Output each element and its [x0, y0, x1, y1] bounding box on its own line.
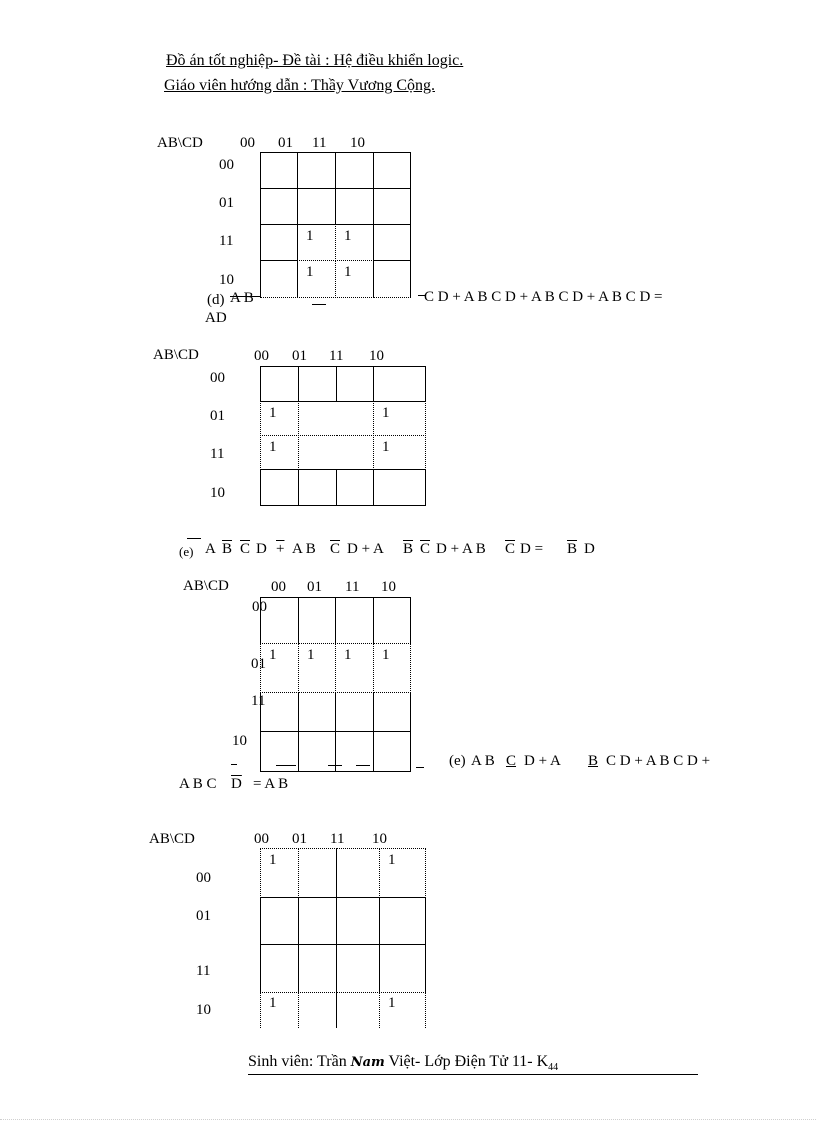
kmap2-cell: [298, 469, 337, 506]
kmap4-cell: [336, 897, 380, 945]
expr-e1-plus: +: [276, 541, 285, 557]
expr-e1-term: D =: [520, 541, 544, 557]
kmap4-row-10: 10: [196, 1002, 211, 1018]
page-bottom-divider: [0, 1119, 816, 1120]
kmap2-cell: [373, 469, 426, 506]
kmap1-cell: [260, 188, 298, 225]
expr-e1-term: $\overline{B}$: [403, 541, 414, 557]
kmap3-cell: 1: [298, 643, 336, 693]
expr-e1-term: D + A B: [436, 541, 486, 557]
kmap1-cell: [297, 152, 336, 189]
kmap4-grid: [260, 848, 426, 1028]
kmap2-col-01: 01: [292, 348, 307, 364]
kmap2-cell: [336, 366, 374, 402]
expr-d-lead: A B: [230, 290, 254, 306]
expr-d-bar: [230, 296, 260, 297]
kmap1-col-10: 10: [350, 135, 365, 151]
expr-e2-bar: [231, 764, 237, 765]
expr-e1-term: D: [256, 541, 267, 557]
kmap1-cell: [373, 188, 411, 225]
kmap1-cell: [260, 224, 298, 261]
doc-header-title: Đồ án tốt nghiệp- Đề tài : Hệ điều khiển logic.: [166, 52, 464, 69]
kmap3-col-00: 00: [271, 579, 286, 595]
expr-e1-term: $\overline{C}$: [240, 541, 251, 557]
kmap3-cell: [373, 692, 411, 732]
kmap4-cell: 1: [260, 848, 299, 898]
kmap4-cell: [336, 992, 380, 1028]
kmap1-cell: 1: [335, 260, 374, 298]
kmap4-cell: [336, 944, 380, 993]
kmap2-cell: 1: [260, 435, 299, 470]
footer-signature: Nam: [350, 1055, 385, 1070]
expr-e1-term: $\overline{C}$: [505, 541, 516, 557]
kmap4-cell: [336, 848, 380, 898]
expr-e2-cont: $\overline{D}$: [231, 776, 242, 792]
kmap1-cell: [335, 152, 374, 189]
expr-e2-part: C D + A B C D +: [606, 753, 711, 769]
kmap3-cell: 1: [373, 643, 411, 693]
kmap1-col-01: 01: [278, 135, 293, 151]
kmap3-col-01: 01: [307, 579, 322, 595]
expr-e2-bar: [276, 765, 296, 766]
kmap3-cell: 1: [335, 643, 374, 693]
kmap4-cell: [298, 944, 337, 993]
kmap3-col-11: 11: [345, 579, 360, 595]
kmap3-row-01: 01: [251, 656, 266, 672]
kmap1-row-00: 00: [219, 157, 234, 173]
kmap1-col-11: 11: [312, 135, 327, 151]
kmap1-cell: 1: [297, 260, 336, 298]
expr-e1-term: $\overline{B}$: [567, 541, 578, 557]
expr-e2-result: = A B: [253, 776, 289, 792]
expr-e1-term: $\overline{C}$: [420, 541, 431, 557]
kmap1-cell: [373, 260, 411, 298]
kmap2-row-01: 01: [210, 408, 225, 424]
kmap2-row-00: 00: [210, 370, 225, 386]
kmap4-col-10: 10: [372, 831, 387, 847]
expr-d-result: AD: [205, 310, 227, 326]
kmap4-col-00: 00: [254, 831, 269, 847]
kmap4-row-11: 11: [196, 963, 211, 979]
kmap1-corner-label: AB\CD: [157, 135, 203, 151]
kmap1-cell: 1: [297, 224, 336, 261]
expr-e2-part: B: [588, 753, 599, 769]
kmap4-cell: [298, 848, 337, 898]
kmap2-cell: [260, 366, 299, 402]
kmap3-cell: [260, 692, 299, 732]
expr-e2-bar: [356, 765, 370, 766]
kmap2-corner-label: AB\CD: [153, 347, 199, 363]
kmap2-cell: [298, 435, 337, 470]
kmap1-cell: [373, 152, 411, 189]
kmap1-cell: [335, 188, 374, 225]
kmap2-grid: [260, 366, 426, 506]
footer-suffix: Việt- Lớp Điện Tử 11- K: [388, 1053, 549, 1070]
kmap3-cell: [298, 692, 336, 732]
kmap4-cell: [379, 897, 426, 945]
kmap2-cell: [260, 469, 299, 506]
kmap4-cell: [298, 897, 337, 945]
kmap3-cell: [373, 731, 411, 772]
expr-d-terms: C D + A B C D + A B C D + A B C D =: [424, 289, 663, 305]
kmap4-col-11: 11: [330, 831, 345, 847]
kmap2-cell: [298, 401, 337, 436]
kmap2-cell: [336, 401, 374, 436]
kmap2-cell: 1: [260, 401, 299, 436]
expr-d-bar: [312, 304, 326, 305]
kmap3-corner-label: AB\CD: [183, 578, 229, 594]
kmap3-grid: [260, 597, 411, 772]
kmap1-grid: [260, 152, 411, 298]
kmap4-row-00: 00: [196, 870, 211, 886]
kmap4-cell: 1: [260, 992, 299, 1028]
kmap1-col-00: 00: [240, 135, 255, 151]
expr-e1-term: D + A: [347, 541, 384, 557]
expr-e2-bar: [328, 765, 342, 766]
kmap2-cell: [298, 366, 337, 402]
kmap4-cell: [298, 992, 337, 1028]
kmap4-corner-label: AB\CD: [149, 831, 195, 847]
kmap2-cell: 1: [373, 435, 426, 470]
kmap4-col-01: 01: [292, 831, 307, 847]
kmap3-cell: [335, 692, 374, 732]
kmap4-cell: 1: [379, 848, 426, 898]
kmap2-col-10: 10: [369, 348, 384, 364]
expr-e1-tag: (e): [179, 544, 194, 559]
kmap2-col-00: 00: [254, 348, 269, 364]
kmap1-cell: [260, 260, 298, 298]
kmap3-cell: [335, 597, 374, 644]
kmap1-cell: [260, 152, 298, 189]
expr-e2-part: C: [506, 753, 517, 769]
kmap4-cell: 1: [379, 992, 426, 1028]
kmap3-cell: [260, 597, 299, 644]
kmap3-row-00: 00: [252, 599, 267, 615]
footer-prefix: Sinh viên: Trần: [248, 1053, 347, 1070]
kmap3-col-10: 10: [381, 579, 396, 595]
expr-d-tag: (d): [207, 292, 225, 308]
kmap4-cell: [379, 944, 426, 993]
kmap1-cell: 1: [335, 224, 374, 261]
expr-e1-term: $\overline{C}$: [330, 541, 341, 557]
kmap1-row-01: 01: [219, 195, 234, 211]
kmap3-cell: [373, 597, 411, 644]
kmap2-row-11: 11: [210, 446, 225, 462]
doc-header-advisor: Giáo viên hướng dẫn : Thầy Vương Cộng.: [164, 77, 435, 94]
kmap2-cell: 1: [373, 401, 426, 436]
expr-e2-cont: A B C: [179, 776, 217, 792]
expr-e2-part: A B: [471, 753, 495, 769]
footer-subscript: 44: [548, 1062, 559, 1074]
kmap2-cell: [336, 469, 374, 506]
footer-student: [248, 1053, 698, 1075]
kmap4-cell: [260, 944, 299, 993]
kmap2-row-10: 10: [210, 485, 225, 501]
kmap1-cell: [297, 188, 336, 225]
kmap1-cell: [373, 224, 411, 261]
kmap2-cell: [373, 366, 426, 402]
kmap2-col-11: 11: [329, 348, 344, 364]
expr-e1-term: $\overline{B}$: [222, 541, 233, 557]
kmap1-row-10: 10: [219, 272, 234, 288]
expr-e1-term: A: [205, 541, 216, 557]
kmap2-cell: [336, 435, 374, 470]
expr-e1-bar: [187, 538, 201, 539]
kmap3-cell: 1: [260, 643, 299, 693]
expr-e2-part: D + A: [524, 753, 561, 769]
expr-e2-tag: (e): [449, 753, 466, 769]
kmap3-cell: [298, 597, 336, 644]
kmap4-row-01: 01: [196, 908, 211, 924]
expr-e1-term: A B: [292, 541, 316, 557]
expr-e2-bar: [416, 767, 424, 768]
kmap1-row-11: 11: [219, 233, 234, 249]
expr-e1-result: D: [584, 541, 595, 557]
kmap3-row-11: 11: [251, 693, 266, 709]
kmap3-row-10: 10: [232, 733, 247, 749]
kmap4-cell: [260, 897, 299, 945]
